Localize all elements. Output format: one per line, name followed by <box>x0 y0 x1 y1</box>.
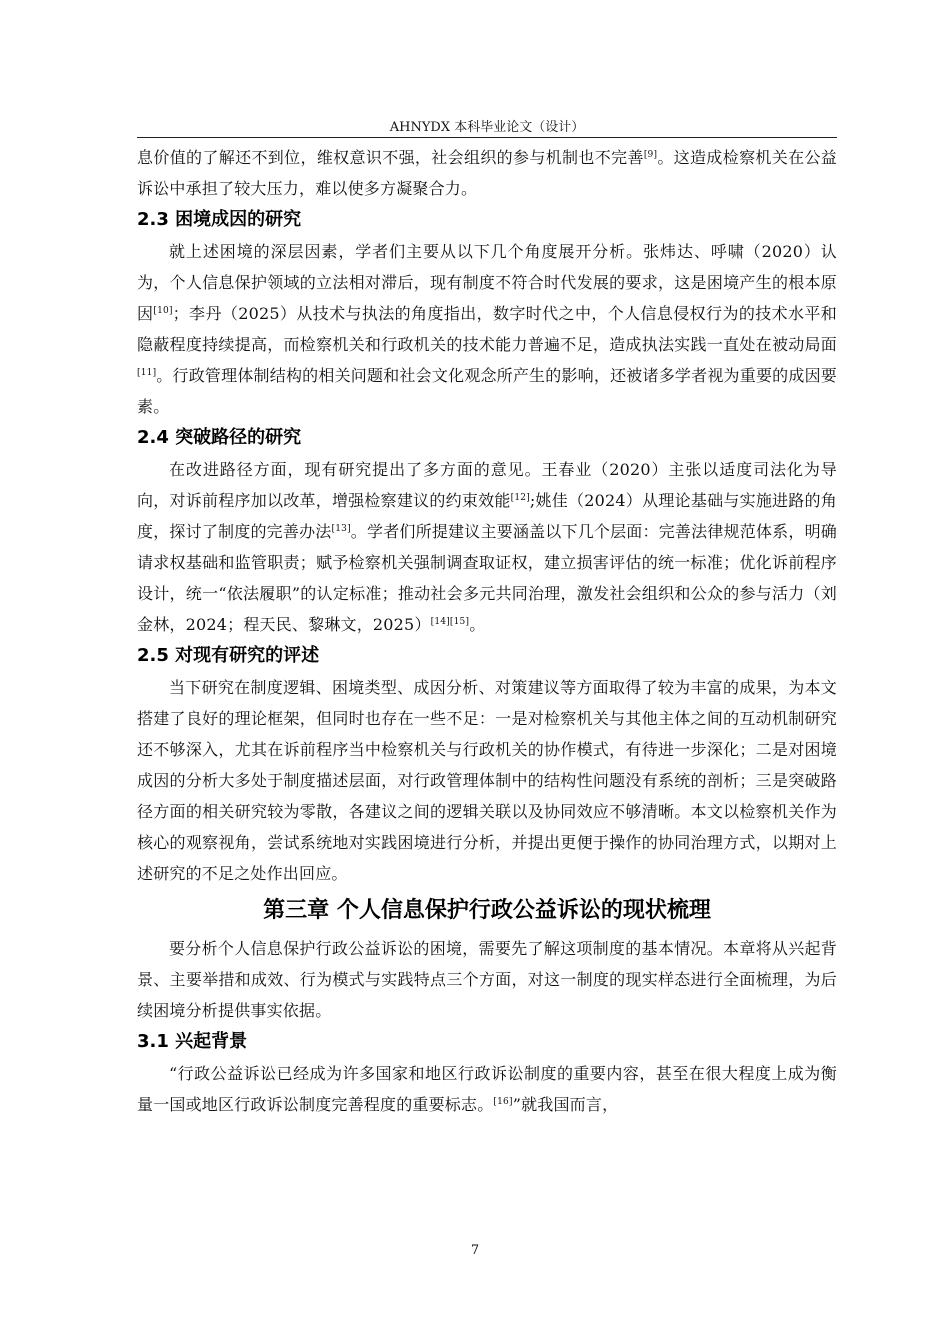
paragraph-paths: 在改进路径方面，现有研究提出了多方面的意见。王春业（2020）主张以适度司法化为导向，对诉前程序加以改革，增强检察建议的约束效能[12];姚佳（2024）从理论基础与实施进路的角度，探讨了制度的完善办法[13]。学者们所提建议主要涵盖以下几个层面：完善法律规范体系，明确请求权基础和监管职责；赋予检察机关强制调查取证权，建立损害评估的统一标准；优化诉前程序设计，统一“依法履职”的认定标准；推动社会多元共同治理，激发社会组织和公众的参与活力（刘金林，2024；程天民、黎琳文，2025）[14][15]。 <box>137 460 837 634</box>
citation: [11] <box>137 368 157 378</box>
section-heading-3-1: 3.1 兴起背景 <box>137 1031 248 1052</box>
citation: [9] <box>643 150 658 160</box>
citation: [12] <box>510 493 530 503</box>
paragraph-continued: 息价值的了解还不到位，维权意识不强，社会组织的参与机制也不完善[9]。这造成检察机关在公益诉讼中承担了较大压力，难以使多方凝聚合力。 <box>137 148 838 198</box>
citation: [13] <box>331 524 351 534</box>
paragraph-causes: 就上述困境的深层因素，学者们主要从以下几个角度展开分析。张炜达、呼啸（2020）认为，个人信息保护领域的立法相对滞后，现有制度不符合时代发展的要求，这是困境产生的根本原因[10]；李丹（2025）从技术与执法的角度指出，数字时代之中，个人信息侵权行为的技术水平和隐蔽程度持续提高，而检察机关和行政机关的技术能力普遍不足，造成执法实践一直处在被动局面[11]。行政管理体制结构的相关问题和社会文化观念所产生的影响，还被诸多学者视为重要的成因要素。 <box>137 242 837 416</box>
paragraph-review: 当下研究在制度逻辑、困境类型、成因分析、对策建议等方面取得了较为丰富的成果，为本文搭建了良好的理论框架，但同时也存在一些不足：一是对检察机关与其他主体之间的互动机制研究还不够深入，尤其在诉前程序当中检察机关与行政机关的协作模式，有待进一步深化；二是对困境成因的分析大多处于制度描述层面，对行政管理体制中的结构性问题没有系统的剖析；三是突破路径方面的相关研究较为零散，各建议之间的逻辑关联以及协同效应不够清晰。本文以检察机关作为核心的观察视角，尝试系统地对实践困境进行分析，并提出更便于操作的协同治理方式，以期对上述研究的不足之处作出回应。 <box>137 678 837 883</box>
running-header: AHNYDX 本科毕业论文（设计） <box>389 120 585 135</box>
citation: [16] <box>493 1097 513 1107</box>
citation: [10] <box>153 306 173 316</box>
chapter-heading-3: 第三章 个人信息保护行政公益诉讼的现状梳理 <box>263 898 711 923</box>
header-rule <box>137 137 837 138</box>
section-heading-2-3: 2.3 困境成因的研究 <box>137 209 302 230</box>
page-body <box>137 142 837 1120</box>
paragraph-chapter-intro: 要分析个人信息保护行政公益诉讼的困境，需要先了解这项制度的基本情况。本章将从兴起背景、主要举措和成效、行为模式与实践特点三个方面，对这一制度的现实样态进行全面梳理，为后续困境分析提供事实依据。 <box>137 939 837 1020</box>
citation: [14][15] <box>430 617 470 627</box>
section-heading-2-4: 2.4 突破路径的研究 <box>137 427 302 448</box>
section-heading-2-5: 2.5 对现有研究的评述 <box>137 645 320 666</box>
page-number: 7 <box>470 1243 480 1258</box>
paragraph-background: “行政公益诉讼已经成为许多国家和地区行政诉讼制度的重要内容，甚至在很大程度上成为衡量一国或地区行政诉讼制度完善程度的重要标志。[16]”就我国而言， <box>137 1064 837 1114</box>
